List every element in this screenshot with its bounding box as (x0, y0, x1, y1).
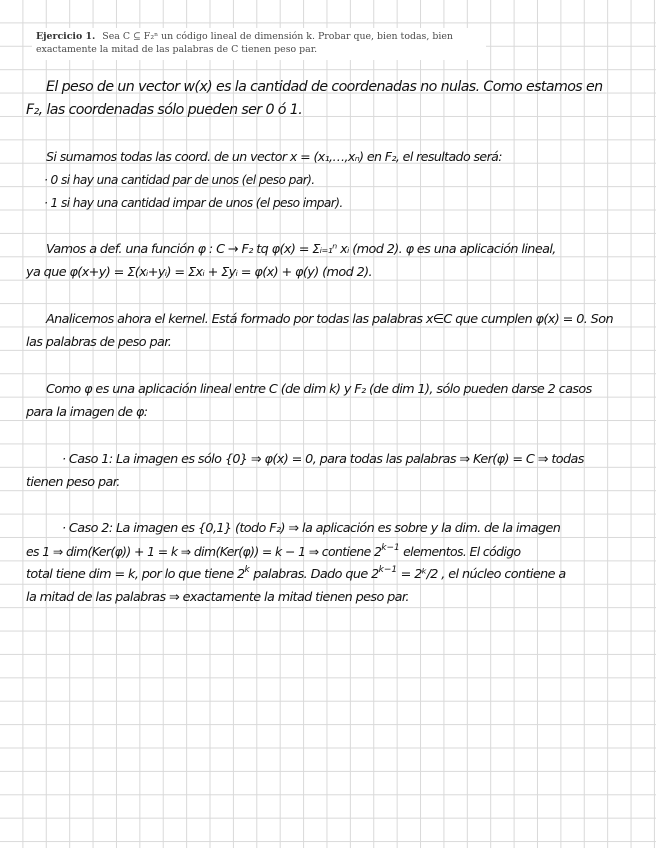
handwritten-text: total tiene dim = k, por lo que tiene 2 (26, 567, 245, 582)
handwritten-bullet: · 1 si hay una cantidad impar de unos (el peso impar). (44, 196, 343, 210)
handwritten-text: elementos. El código (399, 544, 521, 559)
handwritten-line: F₂, las coordenadas sólo pueden ser 0 ó 1. (26, 102, 303, 118)
handwritten-text: palabras. Dado que 2 (249, 567, 379, 582)
handwritten-line: Como φ es una aplicación lineal entre C (de dim k) y F₂ (de dim 1), sólo pueden darse 2 casos (46, 382, 592, 397)
handwritten-text: es 1 ⇒ dim(Ker(φ)) + 1 = k ⇒ dim(Ker(φ)) = k − 1 ⇒ contiene 2 (26, 544, 382, 559)
handwritten-line: para la imagen de φ: (26, 405, 148, 420)
handwritten-line: ya que φ(x+y) = Σ(xᵢ+yᵢ) = Σxᵢ + Σyᵢ = φ(x) + φ(y) (mod 2). (26, 265, 372, 280)
handwritten-line (26, 563, 566, 586)
handwritten-line: Analicemos ahora el kernel. Está formado por todas las palabras x∈C que cumplen φ(x) = 0. Son (46, 312, 613, 327)
handwritten-case-1: · Caso 1: La imagen es sólo {0} ⇒ φ(x) = 0, para todas las palabras ⇒ Ker(φ) = C ⇒ todas (62, 452, 584, 467)
handwritten-line: tienen peso par. (26, 475, 120, 490)
exponent: k−1 (381, 543, 400, 553)
handwritten-line: El peso de un vector w(x) es la cantidad de coordenadas no nulas. Como estamos en (46, 79, 603, 95)
handwritten-bullet: · 0 si hay una cantidad par de unos (el peso par). (44, 173, 315, 187)
exercise-label: Ejercicio 1. (36, 31, 96, 42)
handwritten-line: Vamos a def. una función φ : C → F₂ tq φ(x) = Σᵢ₌₁ⁿ xᵢ (mod 2). φ es una aplicación lineal, (46, 242, 556, 257)
handwritten-line: las palabras de peso par. (26, 335, 172, 350)
handwritten-text: = 2ᵏ/2 , el núcleo contiene a (397, 567, 566, 582)
exercise-text: Sea C ⊆ F₂ⁿ un código lineal de dimensión k. Probar que, bien todas, bien exactamente la mitad de las palabras de C tienen peso par. (36, 31, 453, 55)
handwritten-line: Si sumamos todas las coord. de un vector x = (x₁,…,xₙ) en F₂, el resultado será: (46, 149, 502, 164)
handwritten-line: la mitad de las palabras ⇒ exactamente la mitad tienen peso par. (26, 590, 409, 605)
handwritten-line (26, 540, 520, 563)
exponent: k−1 (378, 565, 398, 575)
exercise-statement (32, 28, 486, 60)
exponent: k (244, 565, 250, 575)
handwritten-case-2: · Caso 2: La imagen es {0,1} (todo F₂) ⇒ la aplicación es sobre y la dim. de la imagen (62, 521, 561, 536)
